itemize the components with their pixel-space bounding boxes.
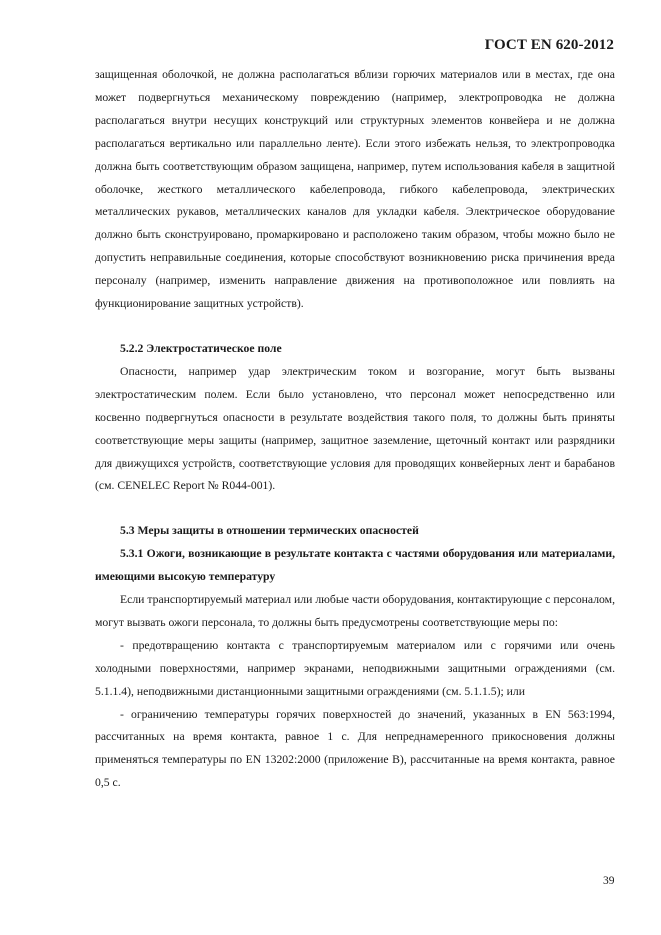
standard-header: ГОСТ EN 620-2012 <box>484 37 614 53</box>
paragraph-burns: Если транспортируемый материал или любые части оборудования, контактирующие с персоналом, могут вызвать ожоги персонала, то должны быть предусмотрены соответствующие меры по: <box>95 593 615 629</box>
page-body <box>95 64 615 795</box>
heading-5-3: 5.3 Меры защиты в отношении термических опасностей <box>120 524 419 538</box>
paragraph-electrical-wiring: защищенная оболочкой, не должна располагаться вблизи горючих материалов или в местах, где она может подвергнуться механическому повреждению (например, электропроводка не должна располагаться внутри несущих конструкций или структурных элементов конвейера и не должна располагаться вертикально или параллельно ленте). Если этого избежать нельзя, то электропроводка должна быть соответствующим образом защищена, например, путем использования кабеля в защитной оболочке, жесткого металлического кабелепровода, гибкого кабелепровода, электрических металлических рукавов, металлических каналов для укладки кабеля. Электрическое оборудование должно быть сконструировано, промаркировано и расположено таким образом, чтобы можно было не допустить неправильные соединения, которые способствуют возникновению риска причинения вреда персоналу (например, изменить направление движения на противоположное или повлиять на функционирование защитных устройств). <box>95 68 615 311</box>
list-item-limit-temperature: - ограничению температуры горячих поверхностей до значений, указанных в EN 563:1994, рассчитанных на время контакта, равное 1 с. Для непреднамеренного прикосновения должны применяться температуры по EN 13202:2000 (приложение В), рассчитанные на время контакта, равное 0,5 с. <box>95 707 615 790</box>
paragraph-electrostatic: Опасности, например удар электрическим током и возгорание, могут быть вызваны электростатическим полем. Если было установлено, что персонал может непосредственно или косвенно подвергнуться опасности в результате воздействия такого поля, то должны быть приняты соответствующие меры защиты (например, защитное заземление, щеточный контакт или разрядники для движущихся устройств, соответствующие условия для проводящих конвейерных лент и барабанов (см. CENELEC Report № R044-001). <box>95 364 615 493</box>
heading-5-3-1: 5.3.1 Ожоги, возникающие в результате контакта с частями оборудования или материалами, имеющими высокую температуру <box>95 547 615 584</box>
heading-5-2-2: 5.2.2 Электростатическое поле <box>120 341 282 355</box>
list-item-prevent-contact: - предотвращению контакта с транспортируемым материалом или с горячими или очень холодными поверхностями, например экранами, неподвижными защитными ограждениями (см. 5.1.1.4), неподвижными дистанционными защитными ограждениями (см. 5.1.1.5); или <box>95 638 615 698</box>
page-number: 39 <box>603 875 615 887</box>
